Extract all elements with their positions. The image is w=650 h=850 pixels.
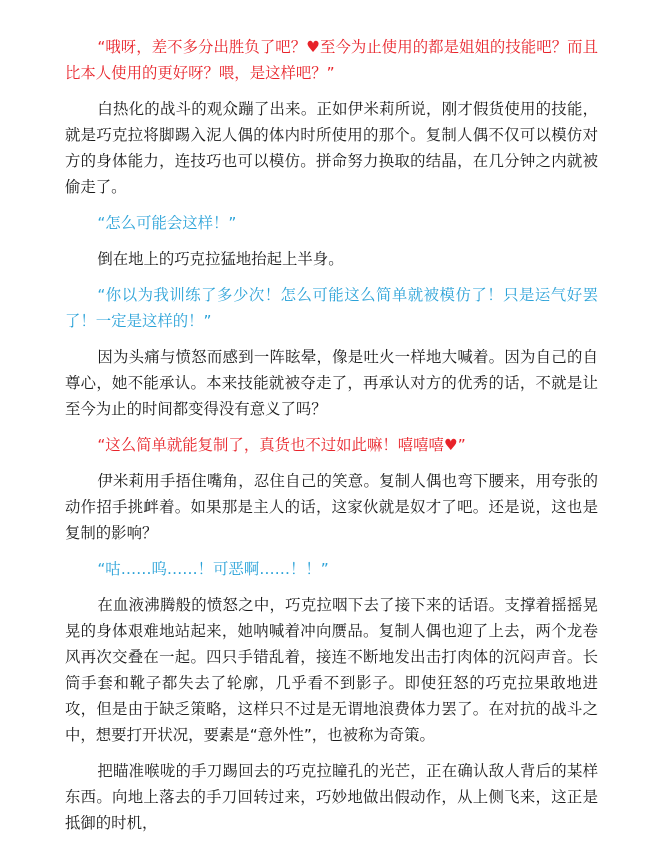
paragraph-narration-1: 白热化的战斗的观众蹦了出来。正如伊米莉所说，刚才假货使用的技能，就是巧克拉将脚踢入泥人偶的体内时所使用的那个。复制人偶不仅可以模仿对方的身体能力，连技巧也可以模仿。拼命努力换取的结晶，在几分钟之内就被偷走了。 (65, 100, 598, 196)
paragraph-emily-taunt-1: “哦呀，差不多分出胜负了吧？♥至今为止使用的都是姐姐的技能吧？而且比本人使用的更好呀？喂，是这样吧？” (65, 38, 598, 82)
paragraph-narration-4: 伊米莉用手捂住嘴角，忍住自己的笑意。复制人偶也弯下腰来，用夸张的动作招手挑衅着。如果那是主人的话，这家伙就是奴才了吧。还是说，这也是复制的影响？ (65, 472, 598, 542)
paragraph-chocola-shout-3: “咕……呜……！可恶啊……！！” (97, 560, 329, 578)
paragraph-narration-6: 把瞄准喉咙的手刀踢回去的巧克拉瞳孔的光芒，正在确认敌人背后的某样东西。向地上落去的手刀回转过来，巧妙地做出假动作，从上侧飞来，这正是抵御的时机， (65, 762, 598, 832)
paragraph-narration-2: 倒在地上的巧克拉猛地抬起上半身。 (97, 250, 344, 268)
paragraph-chocola-shout-1: “怎么可能会这样！” (97, 214, 237, 232)
paragraph-emily-taunt-2: “这么简单就能复制了，真货也不过如此嘛！嘻嘻嘻♥” (97, 436, 466, 454)
paragraph-chocola-shout-2: “你以为我训练了多少次！怎么可能这么简单就被模仿了！只是运气好罢了！一定是这样的！” (65, 286, 598, 330)
paragraph-narration-5: 在血液沸腾般的愤怒之中，巧克拉咽下去了接下来的话语。支撑着摇摇晃晃的身体艰难地站起来，她呐喊着冲向赝品。复制人偶也迎了上去，两个龙卷风再次交叠在一起。四只手错乱着，接连不断地发出击打肉体的沉闷声音。长筒手套和靴子都失去了轮廓，几乎看不到影子。即使狂怒的巧克拉果敢地进攻，但是由于缺乏策略，这样只不过是无谓地浪费体力罢了。在对抗的战斗之中，想要打开状况，要素是“意外性”，也被称为奇策。 (65, 596, 598, 744)
paragraph-narration-3: 因为头痛与愤怒而感到一阵眩晕，像是吐火一样地大喊着。因为自己的自尊心，她不能承认。本来技能就被夺走了，再承认对方的优秀的话，不就是让至今为止的时间都变得没有意义了吗？ (65, 348, 598, 418)
